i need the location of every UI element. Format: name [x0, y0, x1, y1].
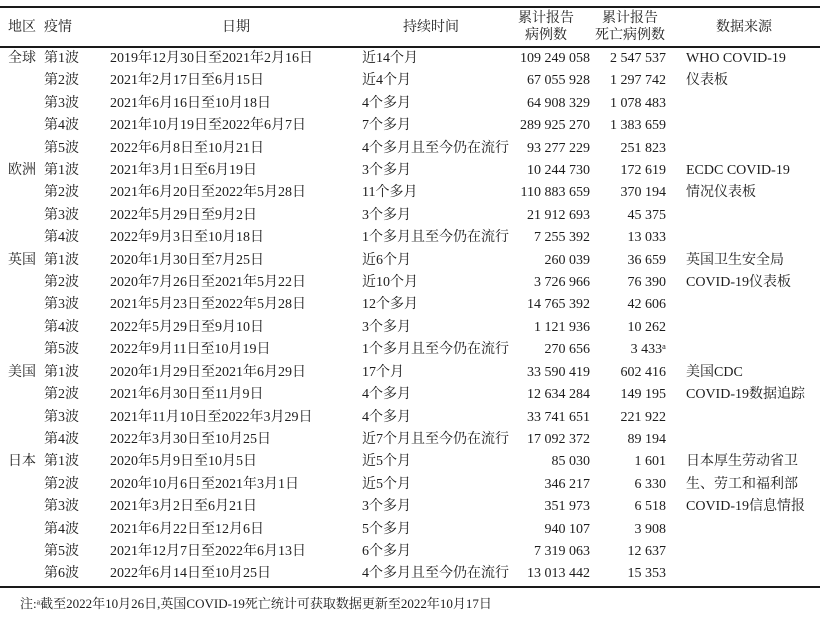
- duration-cell: 3个多月: [362, 163, 411, 179]
- cases-cell: 13 013 442: [527, 566, 590, 582]
- deaths-cell: 251 823: [620, 140, 666, 156]
- duration-cell: 17个月: [362, 364, 404, 380]
- date-cell: 2021年6月30日至11月9日: [110, 387, 264, 403]
- cases-cell: 21 912 693: [527, 207, 590, 223]
- cases-cell: 67 055 928: [527, 73, 590, 89]
- date-cell: 2021年3月2日至6月21日: [110, 499, 257, 515]
- region-cell: 欧洲: [8, 163, 36, 179]
- date-cell: 2020年1月30日至7月25日: [110, 252, 264, 268]
- deaths-cell: 1 297 742: [610, 73, 666, 89]
- column-header-source: 数据来源: [668, 7, 820, 47]
- source-line: COVID-19信息情报: [686, 499, 805, 515]
- date-cell: 2020年7月26日至2021年5月22日: [110, 275, 306, 291]
- duration-cell: 5个多月: [362, 521, 411, 537]
- column-header-wave: 疫情: [44, 7, 110, 47]
- deaths-cell: 76 390: [627, 275, 666, 291]
- cases-cell: 109 249 058: [520, 51, 590, 66]
- table-footnote: 注:ᵃ截至2022年10月26日,英国COVID-19死亡统计可获取数据更新至2022年10月17日: [20, 595, 492, 611]
- source-line: 仪表板: [686, 73, 728, 89]
- region-cell: [0, 519, 44, 541]
- deaths-cell: 149 195: [620, 387, 666, 403]
- cases-cell: 33 741 651: [527, 409, 590, 425]
- duration-cell: 3个多月: [362, 499, 411, 515]
- date-cell: 2021年10月19日至2022年6月7日: [110, 118, 306, 134]
- cases-cell: 64 908 329: [527, 95, 590, 111]
- region-cell: [0, 407, 44, 429]
- cases-cell: 3 726 966: [534, 275, 590, 291]
- region-cell: 英国: [8, 252, 36, 268]
- wave-cell: 第4波: [44, 319, 79, 335]
- wave-cell: 第1波: [44, 163, 79, 179]
- table-body: [0, 47, 820, 587]
- region-cell: [0, 205, 44, 227]
- deaths-cell: 42 606: [627, 297, 666, 313]
- wave-cell: 第3波: [44, 297, 79, 313]
- source-line: COVID-19数据追踪: [686, 387, 805, 403]
- region-cell: [0, 429, 44, 451]
- column-header-deaths: [592, 7, 668, 47]
- cases-cell: 33 590 419: [527, 364, 590, 380]
- cases-cell: 7 319 063: [534, 543, 590, 559]
- deaths-cell: 10 262: [627, 319, 666, 335]
- column-header-duration: 持续时间: [362, 7, 500, 47]
- region-cell: [0, 93, 44, 115]
- deaths-cell: 6 330: [634, 476, 666, 492]
- duration-cell: 4个多月: [362, 387, 411, 403]
- source-line: WHO COVID-19: [686, 51, 786, 66]
- region-cell: [0, 474, 44, 496]
- duration-cell: 1个多月且至今仍在流行: [362, 342, 509, 358]
- deaths-cell: 2 547 537: [610, 51, 666, 66]
- wave-cell: 第1波: [44, 454, 79, 470]
- duration-cell: 4个多月: [362, 95, 411, 111]
- cases-cell: 85 030: [551, 454, 590, 470]
- region-cell: [0, 272, 44, 294]
- wave-cell: 第1波: [44, 364, 79, 380]
- column-header-region: 地区: [0, 7, 44, 47]
- date-cell: 2021年6月16日至10月18日: [110, 95, 271, 111]
- deaths-cell: 36 659: [627, 252, 666, 268]
- region-cell: [0, 294, 44, 316]
- region-cell: 日本: [8, 454, 36, 470]
- deaths-cell: 1 078 483: [610, 95, 666, 111]
- column-header-deaths-line2: 死亡病例数: [595, 28, 665, 43]
- source-cell: [668, 451, 820, 586]
- date-cell: 2021年6月20日至2022年5月28日: [110, 185, 306, 201]
- duration-cell: 4个多月: [362, 409, 411, 425]
- cases-cell: 12 634 284: [527, 387, 590, 403]
- region-cell: [0, 115, 44, 137]
- source-line: 生、劳工和福利部: [686, 476, 798, 492]
- date-cell: 2021年12月7日至2022年6月13日: [110, 543, 306, 559]
- duration-cell: 7个多月: [362, 118, 411, 134]
- region-cell: [0, 541, 44, 563]
- source-cell: [668, 250, 820, 362]
- table-header: [0, 7, 820, 47]
- date-cell: 2021年2月17日至6月15日: [110, 73, 264, 89]
- duration-cell: 4个多月且至今仍在流行: [362, 566, 509, 582]
- deaths-cell: 370 194: [620, 185, 666, 201]
- source-cell: [668, 47, 820, 160]
- date-cell: 2020年1月29日至2021年6月29日: [110, 364, 306, 380]
- source-line: 情况仪表板: [686, 185, 756, 201]
- date-cell: 2021年5月23日至2022年5月28日: [110, 297, 306, 313]
- wave-cell: 第2波: [44, 73, 79, 89]
- cases-cell: 17 092 372: [527, 431, 590, 447]
- date-cell: 2022年6月14日至10月25日: [110, 566, 271, 582]
- column-header-deaths-line1: 累计报告: [602, 11, 658, 26]
- header-row: [0, 7, 820, 47]
- cases-cell: 260 039: [544, 252, 590, 268]
- wave-cell: 第1波: [44, 51, 79, 66]
- wave-cell: 第3波: [44, 499, 79, 515]
- deaths-cell: 15 353: [627, 566, 666, 582]
- cases-cell: 1 121 936: [534, 319, 590, 335]
- duration-cell: 11个多月: [362, 185, 418, 201]
- cases-cell: 940 107: [544, 521, 590, 537]
- date-cell: 2020年10月6日至2021年3月1日: [110, 476, 299, 492]
- deaths-cell: 6 518: [634, 499, 666, 515]
- source-cell: [668, 362, 820, 452]
- duration-cell: 近4个月: [362, 73, 411, 89]
- deaths-cell: 3 433ᵃ: [630, 342, 666, 358]
- cases-cell: 14 765 392: [527, 297, 590, 313]
- cases-cell: 110 883 659: [520, 185, 590, 201]
- source-line: 美国CDC: [686, 364, 743, 380]
- source-cell: [668, 160, 820, 250]
- cases-cell: 93 277 229: [527, 140, 590, 156]
- wave-cell: 第2波: [44, 476, 79, 492]
- deaths-cell: 45 375: [627, 207, 666, 223]
- duration-cell: 近10个月: [362, 275, 418, 291]
- date-cell: 2022年5月29日至9月10日: [110, 319, 264, 335]
- duration-cell: 近5个月: [362, 476, 411, 492]
- deaths-cell: 1 601: [634, 454, 666, 470]
- region-cell: [0, 384, 44, 406]
- duration-cell: 4个多月且至今仍在流行: [362, 140, 509, 156]
- cases-cell: 10 244 730: [527, 163, 590, 179]
- wave-cell: 第3波: [44, 95, 79, 111]
- duration-cell: 近6个月: [362, 252, 411, 268]
- wave-cell: 第1波: [44, 252, 79, 268]
- deaths-cell: 13 033: [627, 230, 666, 246]
- region-cell: 全球: [8, 51, 36, 66]
- source-line: COVID-19仪表板: [686, 275, 791, 291]
- date-cell: 2022年6月8日至10月21日: [110, 140, 264, 156]
- date-cell: 2022年5月29日至9月2日: [110, 207, 257, 223]
- deaths-cell: 12 637: [627, 543, 666, 559]
- wave-cell: 第3波: [44, 207, 79, 223]
- wave-cell: 第5波: [44, 342, 79, 358]
- duration-cell: 6个多月: [362, 543, 411, 559]
- deaths-cell: 221 922: [620, 409, 666, 425]
- deaths-cell: 89 194: [627, 431, 666, 447]
- region-cell: 美国: [8, 364, 36, 380]
- date-cell: 2021年6月22日至12月6日: [110, 521, 264, 537]
- region-cell: [0, 138, 44, 160]
- date-cell: 2022年9月3日至10月18日: [110, 230, 264, 246]
- source-line: ECDC COVID-19: [686, 163, 790, 179]
- duration-cell: 近14个月: [362, 51, 418, 66]
- duration-cell: 3个多月: [362, 207, 411, 223]
- region-cell: [0, 182, 44, 204]
- cases-cell: 351 973: [544, 499, 590, 515]
- cases-cell: 346 217: [544, 476, 590, 492]
- duration-cell: 3个多月: [362, 319, 411, 335]
- table-row: [0, 451, 820, 473]
- column-header-cases: [500, 7, 592, 47]
- date-cell: 2021年3月1日至6月19日: [110, 163, 257, 179]
- date-cell: 2022年9月11日至10月19日: [110, 342, 271, 358]
- cases-cell: 289 925 270: [520, 118, 590, 134]
- date-cell: 2020年5月9日至10月5日: [110, 454, 257, 470]
- duration-cell: 12个多月: [362, 297, 418, 313]
- date-cell: 2021年11月10日至2022年3月29日: [110, 409, 313, 425]
- deaths-cell: 602 416: [620, 364, 666, 380]
- deaths-cell: 1 383 659: [610, 118, 666, 134]
- region-cell: [0, 70, 44, 92]
- source-line: 日本厚生劳动省卫: [686, 454, 798, 470]
- deaths-cell: 172 619: [620, 163, 666, 179]
- duration-cell: 近5个月: [362, 454, 411, 470]
- wave-cell: 第3波: [44, 409, 79, 425]
- source-line: 英国卫生安全局: [686, 252, 784, 268]
- covid-waves-table: [0, 6, 820, 588]
- duration-cell: 1个多月且至今仍在流行: [362, 230, 509, 246]
- cases-cell: 7 255 392: [534, 230, 590, 246]
- table-row: [0, 362, 820, 384]
- wave-cell: 第5波: [44, 543, 79, 559]
- region-cell: [0, 227, 44, 249]
- wave-cell: 第4波: [44, 431, 79, 447]
- table-row: [0, 250, 820, 272]
- column-header-date: 日期: [110, 7, 362, 47]
- column-header-cases-line2: 病例数: [525, 28, 567, 43]
- wave-cell: 第2波: [44, 185, 79, 201]
- duration-cell: 近7个月且至今仍在流行: [362, 431, 509, 447]
- wave-cell: 第4波: [44, 118, 79, 134]
- date-cell: 2022年3月30日至10月25日: [110, 431, 271, 447]
- wave-cell: 第4波: [44, 230, 79, 246]
- table-row: [0, 47, 820, 70]
- wave-cell: 第6波: [44, 566, 79, 582]
- wave-cell: 第2波: [44, 275, 79, 291]
- region-cell: [0, 339, 44, 361]
- deaths-cell: 3 908: [634, 521, 666, 537]
- region-cell: [0, 317, 44, 339]
- table-row: [0, 160, 820, 182]
- cases-cell: 270 656: [544, 342, 590, 358]
- region-cell: [0, 496, 44, 518]
- wave-cell: 第5波: [44, 140, 79, 156]
- region-cell: [0, 563, 44, 586]
- column-header-cases-line1: 累计报告: [518, 11, 574, 26]
- date-cell: 2019年12月30日至2021年2月16日: [110, 51, 313, 66]
- wave-cell: 第2波: [44, 387, 79, 403]
- wave-cell: 第4波: [44, 521, 79, 537]
